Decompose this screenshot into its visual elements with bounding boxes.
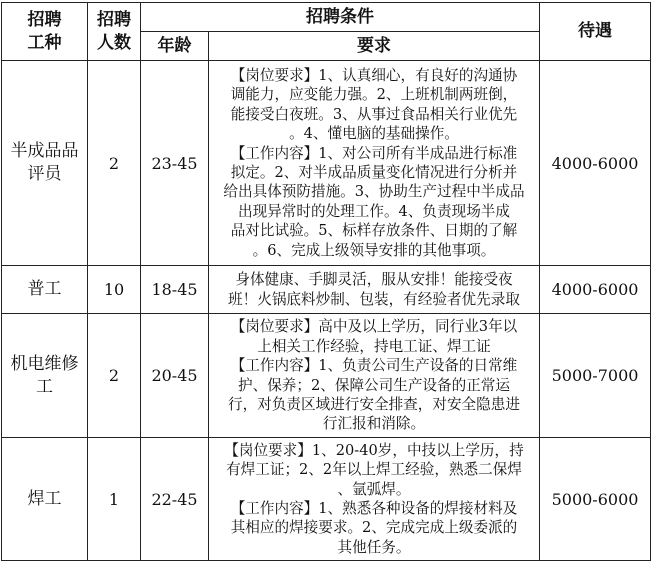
cell-pay: 4000-6000 — [540, 61, 651, 266]
req-line: 行，对负责区域进行安全排查，对安全隐患进 — [228, 395, 520, 413]
header-position — [2, 3, 88, 61]
req-line: 品对比试验。5、标样存放条件、日期的了解 — [230, 222, 518, 240]
req-line: 。6、完成上级领导安排的其他事项。 — [252, 241, 496, 259]
recruitment-table — [1, 2, 651, 561]
cell-age: 23-45 — [141, 61, 209, 266]
req-line: 身体健康、手脚灵活，服从安排！能接受夜 — [235, 271, 513, 289]
cell-position: 机电维修工 — [2, 314, 88, 438]
cell-requirements — [209, 61, 540, 266]
cell-count: 1 — [88, 438, 141, 561]
cell-pay: 5000-6000 — [540, 438, 651, 561]
cell-requirements — [209, 438, 540, 561]
req-line: 【工作内容】1、负责公司生产设备的日常维 — [230, 357, 518, 375]
req-line: 给出具体预防措施。3、协助生产过程中半成品 — [223, 183, 525, 201]
req-line: 护、保养；2、保障公司生产设备的正常运 — [238, 376, 510, 394]
cell-count: 2 — [88, 61, 141, 266]
cell-position: 普工 — [2, 266, 88, 314]
cell-age: 20-45 — [141, 314, 209, 438]
header-pay: 待遇 — [540, 3, 651, 61]
cell-count: 2 — [88, 314, 141, 438]
req-line: 有焊工证；2、2年以上焊工经验，熟悉二保焊 — [226, 461, 522, 479]
req-line: 调能力，应变能力强。2、上班机制两班倒， — [230, 86, 518, 104]
req-line: 。4、懂电脑的基础操作。 — [289, 125, 459, 143]
cell-pay: 4000-6000 — [540, 266, 651, 314]
req-line: 【岗位要求】高中及以上学历，同行业3年以 — [230, 318, 518, 336]
table-row — [2, 438, 651, 561]
cell-pay: 5000-7000 — [540, 314, 651, 438]
req-line: 【工作内容】1、熟悉各种设备的焊接材料及 — [230, 500, 518, 517]
req-line: 其相应的焊接要求。2、完成完成上级委派的 — [230, 519, 518, 537]
header-position-line1: 招聘 — [27, 9, 62, 30]
req-line: 能接受白夜班。3、从事过食品相关行业优先 — [230, 105, 518, 123]
req-line: 【岗位要求】1、认真细心，有良好的沟通协 — [230, 66, 518, 84]
req-line: 【工作内容】1、对公司所有半成品进行标准 — [230, 144, 518, 162]
req-line: 【岗位要求】1、20-40岁，中技以上学历，持 — [224, 441, 524, 459]
header-conditions: 招聘条件 — [141, 3, 540, 32]
req-line: 班！火锅底料炒制、包装，有经验者优先录取 — [228, 290, 520, 308]
table-row — [2, 61, 651, 266]
req-line: 其他任务。 — [337, 538, 411, 556]
header-count — [88, 3, 141, 61]
cell-position: 焊工 — [2, 438, 88, 561]
table-row — [2, 266, 651, 314]
cell-age: 18-45 — [141, 266, 209, 314]
cell-count: 10 — [88, 266, 141, 314]
header-age: 年龄 — [141, 32, 209, 61]
req-line: 出现异常时的处理工作。4、负责现场半成 — [238, 202, 510, 220]
req-line: 行汇报和消除。 — [322, 415, 426, 433]
header-count-line1: 招聘 — [97, 9, 131, 30]
cell-requirements — [209, 314, 540, 438]
header-position-line2: 工种 — [27, 32, 62, 53]
table-row — [2, 314, 651, 438]
req-line: 拟定。2、对半成品质量变化情况进行分析并 — [230, 164, 518, 181]
req-line: 上相关工作经验，持电工证、焊工证 — [257, 337, 491, 355]
cell-age: 22-45 — [141, 438, 209, 561]
cell-requirements — [209, 266, 540, 314]
header-count-line2: 人数 — [97, 32, 131, 53]
cell-position: 半成品品评员 — [2, 61, 88, 266]
req-line: 、氩弧焊。 — [337, 480, 411, 498]
header-requirements: 要求 — [209, 32, 540, 61]
